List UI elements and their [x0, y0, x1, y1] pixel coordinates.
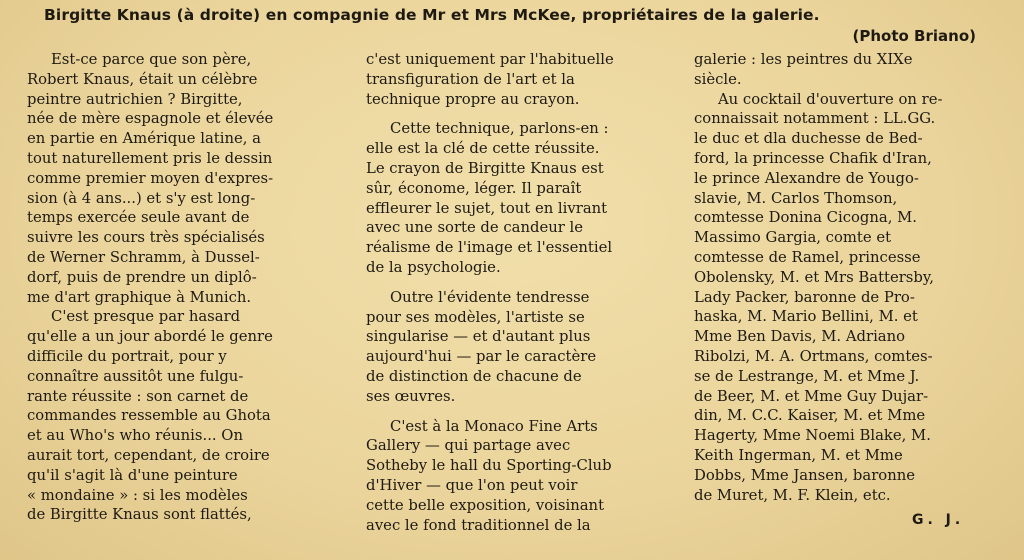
text-line: suivre les cours très spécialisés — [27, 229, 265, 247]
text-line: technique propre au crayon. — [366, 90, 580, 108]
text-line: aujourd'hui — par le caractère — [366, 348, 597, 366]
text-line: de la psychologie. — [366, 258, 501, 276]
text-line: rante réussite : son carnet de — [27, 387, 249, 405]
text-line: peintre autrichien ? Birgitte, — [27, 90, 243, 108]
text-line: connaissait notamment : LL.GG. — [694, 110, 936, 128]
text-line: commandes ressemble au Ghota — [27, 407, 271, 425]
text-line: effleurer le sujet, tout en livrant — [366, 199, 608, 217]
text-line: de Beer, M. et Mme Guy Dujar- — [694, 387, 929, 405]
text-line: temps exercée seule avant de — [27, 209, 250, 227]
text-line: Dobbs, Mme Jansen, baronne — [694, 466, 916, 484]
text-line: difficile du portrait, pour y — [27, 347, 227, 365]
text-line: singularise — et d'autant plus — [366, 328, 591, 346]
text-line: Robert Knaus, était un célèbre — [27, 70, 258, 88]
text-line: Cette technique, parlons-en : — [390, 120, 609, 138]
text-line: qu'elle a un jour abordé le genre — [27, 328, 273, 346]
text-line: tout naturellement pris le dessin — [27, 149, 273, 167]
text-line: Outre l'évidente tendresse — [390, 288, 590, 306]
text-line: Lady Packer, baronne de Pro- — [694, 288, 915, 306]
photo-credit: (Photo Briano) — [852, 27, 976, 45]
text-line: réalisme de l'image et l'essentiel — [366, 239, 613, 257]
paragraph-gap — [366, 109, 666, 119]
text-line: comme premier moyen d'expres- — [27, 169, 274, 187]
article-column-2 — [366, 50, 666, 535]
text-line: din, M. C.C. Kaiser, M. et Mme — [694, 407, 926, 425]
article-column-3 — [694, 50, 990, 505]
photo-caption: Birgitte Knaus (à droite) en compagnie de Mr et Mrs McKee, propriétaires de la galerie. — [44, 6, 820, 24]
text-line: haska, M. Mario Bellini, M. et — [694, 308, 918, 326]
text-line: aurait tort, cependant, de croire — [27, 446, 270, 464]
text-line: me d'art graphique à Munich. — [27, 288, 252, 306]
author-signature: G. J. — [912, 512, 965, 528]
text-line: Au cocktail d'ouverture on re- — [718, 90, 943, 108]
text-line: transfiguration de l'art et la — [366, 70, 575, 88]
text-line: slavie, M. Carlos Thomson, — [694, 189, 898, 207]
text-line: dorf, puis de prendre un diplô- — [27, 268, 257, 286]
text-line: née de mère espagnole et élevée — [27, 110, 274, 128]
text-line: Gallery — qui partage avec — [366, 437, 571, 455]
text-line: connaître aussitôt une fulgu- — [27, 367, 244, 385]
text-line: le duc et dla duchesse de Bed- — [694, 130, 923, 148]
text-line: « mondaine » : si les modèles — [27, 486, 248, 504]
text-line: avec le fond traditionnel de la — [366, 516, 591, 534]
article-column-1 — [27, 50, 337, 525]
text-line: sion (à 4 ans...) et s'y est long- — [27, 189, 256, 207]
text-line: en partie en Amérique latine, a — [27, 130, 261, 148]
text-line: c'est uniquement par l'habituelle — [366, 51, 614, 68]
text-line: Sotheby le hall du Sporting-Club — [366, 457, 612, 475]
text-line: comtesse de Ramel, princesse — [694, 248, 921, 266]
text-line: Obolensky, M. et Mrs Battersby, — [694, 268, 934, 286]
text-line: Mme Ben Davis, M. Adriano — [694, 328, 906, 346]
text-line: pour ses modèles, l'artiste se — [366, 308, 585, 326]
text-line: Hagerty, Mme Noemi Blake, M. — [694, 427, 931, 445]
text-line: Est-ce parce que son père, — [51, 51, 252, 68]
text-line: Le crayon de Birgitte Knaus est — [366, 159, 604, 177]
text-line: sûr, économe, léger. Il paraît — [366, 179, 582, 197]
text-line: siècle. — [694, 70, 742, 88]
text-line: ses œuvres. — [366, 387, 456, 405]
text-line: avec une sorte de candeur le — [366, 219, 584, 237]
text-line: et au Who's who réunis... On — [27, 427, 243, 445]
text-line: Ribolzi, M. A. Ortmans, comtes- — [694, 347, 933, 365]
text-line: Keith Ingerman, M. et Mme — [694, 446, 903, 464]
text-line: galerie : les peintres du XIXe — [694, 51, 913, 68]
text-line: elle est la clé de cette réussite. — [366, 140, 600, 158]
paragraph-gap — [366, 407, 666, 417]
text-line: d'Hiver — que l'on peut voir — [366, 476, 578, 494]
text-line: qu'il s'agit là d'une peinture — [27, 466, 238, 484]
text-line: de distinction de chacune de — [366, 367, 582, 385]
text-line: de Birgitte Knaus sont flattés, — [27, 506, 252, 524]
text-line: cette belle exposition, voisinant — [366, 496, 605, 514]
text-line: de Muret, M. F. Klein, etc. — [694, 486, 891, 504]
paragraph-gap — [366, 278, 666, 288]
text-line: comtesse Donina Cicogna, M. — [694, 209, 918, 227]
text-line: Massimo Gargia, comte et — [694, 229, 892, 247]
text-line: C'est presque par hasard — [51, 308, 241, 326]
text-line: de Werner Schramm, à Dussel- — [27, 248, 260, 266]
text-line: ford, la princesse Chafik d'Iran, — [694, 149, 932, 167]
text-line: se de Lestrange, M. et Mme J. — [694, 367, 920, 385]
text-line: C'est à la Monaco Fine Arts — [390, 417, 598, 435]
text-line: le prince Alexandre de Yougo- — [694, 169, 919, 187]
